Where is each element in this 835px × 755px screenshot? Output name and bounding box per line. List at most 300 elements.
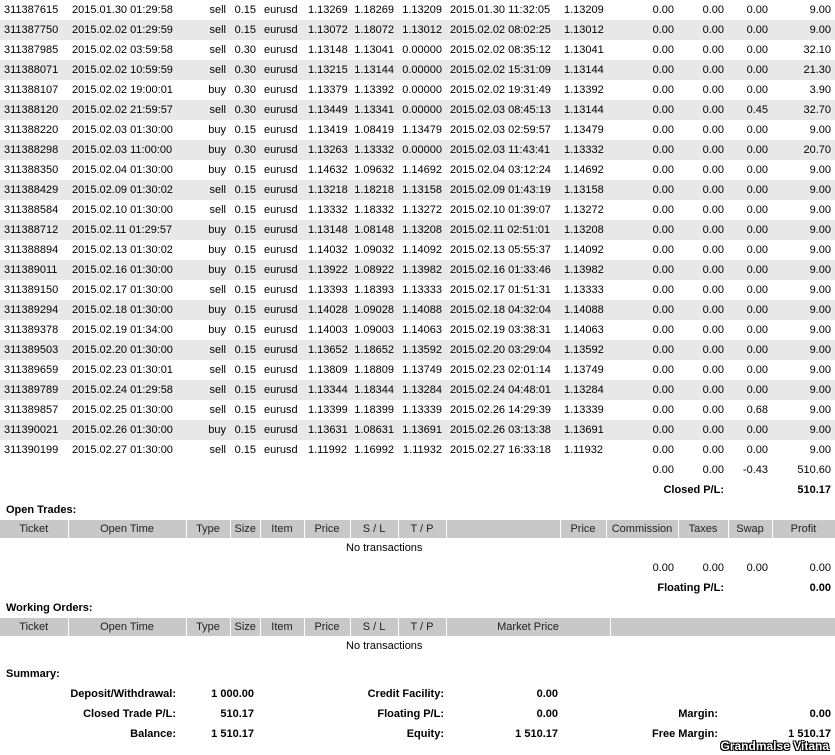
table-row xyxy=(0,220,835,240)
cell-type: sell xyxy=(186,60,230,80)
floating-pl-label: Floating P/L: xyxy=(657,582,724,594)
cell-item: eurusd xyxy=(260,380,304,400)
open-total-profit: 0.00 xyxy=(809,562,831,574)
cell-commission: 0.00 xyxy=(606,140,678,160)
cell-swap: 0.00 xyxy=(746,124,768,136)
cell-commission: 0.00 xyxy=(606,20,678,40)
table-row xyxy=(0,200,835,220)
cell-close-price: 1.13333 xyxy=(564,284,604,296)
cell-open-time: 2015.02.03 01:30:00 xyxy=(72,124,173,136)
cell-ticket: 311388712 xyxy=(0,220,68,240)
cell-ticket: 311388429 xyxy=(0,180,68,200)
cell-tp: 0.00000 xyxy=(402,84,442,96)
cell-open-time: 2015.02.24 01:29:58 xyxy=(68,380,186,400)
cell-taxes: 0.00 xyxy=(678,300,728,320)
cell-open-time: 2015.02.02 01:29:59 xyxy=(68,20,186,40)
cell-item: eurusd xyxy=(260,300,304,320)
cell-commission: 0.00 xyxy=(606,180,678,200)
cell-swap: 0.00 xyxy=(728,380,772,400)
cell-close-time: 2015.02.10 01:39:07 xyxy=(450,204,551,216)
cell-type: buy xyxy=(208,84,226,96)
floating-pl-value: 0.00 xyxy=(809,582,831,594)
cell-open-price: 1.13393 xyxy=(308,284,348,296)
cell-close-price: 1.13144 xyxy=(560,100,606,120)
cell-close-price: 1.13209 xyxy=(564,4,604,16)
cell-open-price: 1.13449 xyxy=(304,100,350,120)
cell-profit: 21.30 xyxy=(772,60,835,80)
working-orders-table xyxy=(0,618,835,656)
cell-open-price: 1.13631 xyxy=(304,420,350,440)
wo-col-sl: S / L xyxy=(350,618,398,636)
summary-title: Summary: xyxy=(6,668,60,680)
cell-tp: 1.14063 xyxy=(402,324,442,336)
cell-commission: 0.00 xyxy=(606,420,678,440)
cell-open-price: 1.14003 xyxy=(308,324,348,336)
cell-sl: 1.09032 xyxy=(354,244,394,256)
cell-commission: 0.00 xyxy=(606,100,678,120)
col-price-2: Price xyxy=(560,520,606,538)
cell-sl: 1.13144 xyxy=(350,60,398,80)
table-row xyxy=(0,240,835,260)
floating-pl-row xyxy=(0,578,835,598)
working-orders-empty-row xyxy=(0,636,835,656)
cell-taxes: 0.00 xyxy=(678,420,728,440)
summary-floating-label: Floating P/L: xyxy=(377,708,444,720)
cell-open-price: 1.11992 xyxy=(308,444,347,456)
cell-close-price: 1.13272 xyxy=(564,204,604,216)
cell-commission: 0.00 xyxy=(652,444,674,456)
cell-open-time: 2015.01.30 01:29:58 xyxy=(72,4,173,16)
wo-col-type: Type xyxy=(186,618,230,636)
cell-taxes: 0.00 xyxy=(702,404,724,416)
table-row xyxy=(0,380,835,400)
cell-commission: 0.00 xyxy=(652,364,674,376)
cell-item: eurusd xyxy=(260,100,304,120)
cell-close-time: 2015.02.18 04:32:04 xyxy=(446,300,560,320)
cell-tp: 1.13208 xyxy=(398,220,446,240)
cell-type: sell xyxy=(209,44,226,56)
cell-type: buy xyxy=(186,140,230,160)
deposit-label: Deposit/Withdrawal: xyxy=(70,688,176,700)
cell-swap: 0.00 xyxy=(728,140,772,160)
cell-tp: 1.13339 xyxy=(402,404,442,416)
cell-profit: 9.00 xyxy=(772,380,835,400)
cell-ticket: 311390199 xyxy=(4,444,59,456)
cell-profit: 9.00 xyxy=(772,420,835,440)
cell-close-time: 2015.02.09 01:43:19 xyxy=(446,180,560,200)
cell-size: 0.15 xyxy=(230,20,260,40)
wo-col-market-price: Market Price xyxy=(446,618,610,636)
cell-tp: 1.13982 xyxy=(398,260,446,280)
cell-ticket: 311389659 xyxy=(4,364,59,376)
cell-swap: 0.00 xyxy=(746,4,768,16)
cell-profit: 9.00 xyxy=(809,164,831,176)
cell-open-time: 2015.02.23 01:30:01 xyxy=(72,364,173,376)
cell-open-time: 2015.02.27 01:30:00 xyxy=(72,444,173,456)
cell-item: eurusd xyxy=(264,404,298,416)
table-row xyxy=(0,100,835,120)
cell-profit: 9.00 xyxy=(772,180,835,200)
cell-close-time: 2015.02.20 03:29:04 xyxy=(446,340,560,360)
cell-ticket: 311389011 xyxy=(0,260,68,280)
cell-open-time: 2015.02.09 01:30:02 xyxy=(68,180,186,200)
cell-commission: 0.00 xyxy=(652,404,674,416)
cell-sl: 1.08148 xyxy=(350,220,398,240)
cell-close-price: 1.13041 xyxy=(564,44,604,56)
cell-taxes: 0.00 xyxy=(678,260,728,280)
cell-ticket: 311387750 xyxy=(0,20,68,40)
cell-ticket: 311388107 xyxy=(4,84,59,96)
table-row xyxy=(0,360,835,380)
cell-taxes: 0.00 xyxy=(702,244,724,256)
cell-commission: 0.00 xyxy=(606,340,678,360)
working-orders-header xyxy=(0,618,835,636)
cell-size: 0.30 xyxy=(230,140,260,160)
cell-taxes: 0.00 xyxy=(702,84,724,96)
closed-trade-pl-label: Closed Trade P/L: xyxy=(83,708,176,720)
cell-tp: 1.13209 xyxy=(402,4,442,16)
cell-size: 0.15 xyxy=(234,164,256,176)
cell-open-price: 1.14032 xyxy=(308,244,348,256)
cell-type: sell xyxy=(209,364,226,376)
cell-close-time: 2015.02.26 03:13:38 xyxy=(446,420,560,440)
cell-item: eurusd xyxy=(264,84,298,96)
cell-commission: 0.00 xyxy=(652,44,674,56)
cell-commission: 0.00 xyxy=(652,84,674,96)
cell-tp: 1.14088 xyxy=(398,300,446,320)
open-trades-title: Open Trades: xyxy=(6,504,77,516)
working-orders-empty: No transactions xyxy=(346,640,423,652)
cell-close-price: 1.13392 xyxy=(564,84,604,96)
wo-col-blank xyxy=(610,618,835,636)
cell-commission: 0.00 xyxy=(606,220,678,240)
cell-close-time: 2015.02.03 08:45:13 xyxy=(446,100,560,120)
cell-close-price: 1.13012 xyxy=(560,20,606,40)
cell-item: eurusd xyxy=(264,204,298,216)
balance-value: 1 510.17 xyxy=(211,728,254,740)
cell-item: eurusd xyxy=(260,60,304,80)
wo-col-item: Item xyxy=(260,618,304,636)
cell-tp: 1.13012 xyxy=(398,20,446,40)
cell-profit: 9.00 xyxy=(809,404,831,416)
cell-profit: 9.00 xyxy=(809,244,831,256)
cell-taxes: 0.00 xyxy=(678,20,728,40)
col-blank xyxy=(446,520,560,538)
cell-close-price: 1.13982 xyxy=(560,260,606,280)
cell-sl: 1.13041 xyxy=(354,44,394,56)
cell-commission: 0.00 xyxy=(652,124,674,136)
wo-col-open-time: Open Time xyxy=(68,618,186,636)
cell-commission: 0.00 xyxy=(606,380,678,400)
cell-open-price: 1.13419 xyxy=(308,124,348,136)
cell-open-time: 2015.02.19 01:34:00 xyxy=(72,324,173,336)
cell-open-price: 1.13652 xyxy=(304,340,350,360)
closed-trade-pl-value: 510.17 xyxy=(220,708,254,720)
cell-open-time: 2015.02.02 19:00:01 xyxy=(72,84,173,96)
cell-ticket: 311389294 xyxy=(0,300,68,320)
cell-swap: 0.00 xyxy=(746,444,768,456)
cell-profit: 9.00 xyxy=(809,444,831,456)
cell-close-price: 1.13144 xyxy=(560,60,606,80)
margin-value: 0.00 xyxy=(809,708,831,720)
cell-open-time: 2015.02.02 10:59:59 xyxy=(68,60,186,80)
cell-sl: 1.18652 xyxy=(350,340,398,360)
cell-open-price: 1.13332 xyxy=(308,204,348,216)
cell-type: sell xyxy=(186,100,230,120)
cell-close-time: 2015.02.02 15:31:09 xyxy=(446,60,560,80)
cell-profit: 9.00 xyxy=(809,284,831,296)
cell-taxes: 0.00 xyxy=(702,44,724,56)
cell-item: eurusd xyxy=(264,244,298,256)
cell-close-time: 2015.02.03 02:59:57 xyxy=(450,124,551,136)
col-item: Item xyxy=(260,520,304,538)
cell-ticket: 311388298 xyxy=(0,140,68,160)
cell-swap: 0.00 xyxy=(746,204,768,216)
cell-open-price: 1.13148 xyxy=(308,44,348,56)
cell-open-time: 2015.02.26 01:30:00 xyxy=(68,420,186,440)
cell-profit: 20.70 xyxy=(772,140,835,160)
cell-sl: 1.18393 xyxy=(354,284,394,296)
cell-close-price: 1.14692 xyxy=(564,164,604,176)
cell-sl: 1.18809 xyxy=(354,364,394,376)
cell-item: eurusd xyxy=(260,220,304,240)
table-row xyxy=(0,420,835,440)
cell-sl: 1.09003 xyxy=(354,324,394,336)
cell-ticket: 311387985 xyxy=(4,44,59,56)
cell-type: sell xyxy=(186,380,230,400)
cell-open-time: 2015.02.11 01:29:57 xyxy=(68,220,186,240)
cell-sl: 1.08631 xyxy=(350,420,398,440)
cell-open-price: 1.13218 xyxy=(304,180,350,200)
cell-close-time: 2015.02.11 02:51:01 xyxy=(446,220,560,240)
cell-type: buy xyxy=(208,124,226,136)
cell-size: 0.15 xyxy=(234,324,256,336)
col-open-time: Open Time xyxy=(68,520,186,538)
cell-size: 0.30 xyxy=(234,44,256,56)
cell-close-time: 2015.02.02 08:35:12 xyxy=(450,44,551,56)
cell-close-price: 1.13691 xyxy=(560,420,606,440)
cell-type: sell xyxy=(186,340,230,360)
col-commission: Commission xyxy=(606,520,678,538)
cell-close-price: 1.14063 xyxy=(564,324,604,336)
cell-close-price: 1.13284 xyxy=(560,380,606,400)
deposit-value: 1 000.00 xyxy=(211,688,254,700)
cell-sl: 1.18332 xyxy=(354,204,394,216)
cell-item: eurusd xyxy=(260,340,304,360)
cell-type: buy xyxy=(186,300,230,320)
cell-open-time: 2015.02.25 01:30:00 xyxy=(72,404,173,416)
summary-row-2 xyxy=(0,704,835,724)
cell-close-price: 1.13332 xyxy=(560,140,606,160)
cell-sl: 1.18218 xyxy=(350,180,398,200)
cell-tp: 1.11932 xyxy=(403,444,442,456)
col-profit: Profit xyxy=(772,520,835,538)
cell-close-time: 2015.02.26 14:29:39 xyxy=(450,404,551,416)
open-total-swap: 0.00 xyxy=(746,562,768,574)
cell-profit: 32.10 xyxy=(803,44,831,56)
cell-swap: 0.00 xyxy=(728,300,772,320)
cell-taxes: 0.00 xyxy=(678,380,728,400)
cell-profit: 9.00 xyxy=(809,364,831,376)
cell-open-time: 2015.02.17 01:30:00 xyxy=(72,284,173,296)
cell-commission: 0.00 xyxy=(606,260,678,280)
cell-sl: 1.08922 xyxy=(350,260,398,280)
cell-swap: 0.00 xyxy=(746,284,768,296)
cell-open-price: 1.13263 xyxy=(304,140,350,160)
cell-item: eurusd xyxy=(264,4,298,16)
table-row xyxy=(0,80,835,100)
cell-tp: 0.00000 xyxy=(398,140,446,160)
table-row xyxy=(0,180,835,200)
total-profit: 510.60 xyxy=(797,464,831,476)
cell-swap: 0.00 xyxy=(728,260,772,280)
cell-open-time: 2015.02.02 03:59:58 xyxy=(72,44,173,56)
table-row xyxy=(0,40,835,60)
cell-close-time: 2015.02.24 04:48:01 xyxy=(446,380,560,400)
cell-size: 0.15 xyxy=(230,340,260,360)
cell-size: 0.15 xyxy=(230,180,260,200)
cell-tp: 1.13479 xyxy=(402,124,442,136)
cell-sl: 1.16992 xyxy=(354,444,394,456)
cell-swap: 0.00 xyxy=(728,340,772,360)
cell-open-price: 1.13148 xyxy=(304,220,350,240)
cell-sl: 1.13392 xyxy=(354,84,394,96)
cell-size: 0.15 xyxy=(234,364,256,376)
cell-tp: 1.13333 xyxy=(402,284,442,296)
cell-open-price: 1.13072 xyxy=(304,20,350,40)
cell-commission: 0.00 xyxy=(652,164,674,176)
cell-close-time: 2015.02.13 05:55:37 xyxy=(450,244,551,256)
cell-tp: 0.00000 xyxy=(398,60,446,80)
cell-swap: 0.00 xyxy=(746,164,768,176)
cell-commission: 0.00 xyxy=(652,4,674,16)
cell-commission: 0.00 xyxy=(652,284,674,296)
cell-open-price: 1.13809 xyxy=(308,364,348,376)
cell-ticket: 311388584 xyxy=(4,204,59,216)
cell-tp: 1.13592 xyxy=(398,340,446,360)
margin-label: Margin: xyxy=(678,708,718,720)
cell-item: eurusd xyxy=(264,364,298,376)
cell-type: buy xyxy=(208,324,226,336)
cell-close-price: 1.11932 xyxy=(564,444,603,456)
cell-close-time: 2015.01.30 11:32:05 xyxy=(450,4,551,16)
cell-close-time: 2015.02.16 01:33:46 xyxy=(446,260,560,280)
table-row xyxy=(0,300,835,320)
cell-open-time: 2015.02.04 01:30:00 xyxy=(72,164,173,176)
cell-type: buy xyxy=(186,420,230,440)
table-row xyxy=(0,0,835,20)
cell-ticket: 311389789 xyxy=(0,380,68,400)
equity-label: Equity: xyxy=(406,728,444,740)
table-row xyxy=(0,160,835,180)
cell-tp: 0.00000 xyxy=(402,44,442,56)
free-margin-label: Free Margin: xyxy=(651,728,718,740)
summary-floating-value: 0.00 xyxy=(536,708,558,720)
cell-close-price: 1.14092 xyxy=(564,244,604,256)
cell-type: sell xyxy=(209,204,226,216)
wo-col-ticket: Ticket xyxy=(0,618,68,636)
balance-label: Balance: xyxy=(130,728,176,740)
cell-ticket: 311387615 xyxy=(4,4,59,16)
cell-type: buy xyxy=(186,260,230,280)
col-taxes: Taxes xyxy=(678,520,728,538)
cell-taxes: 0.00 xyxy=(678,140,728,160)
cell-tp: 1.13691 xyxy=(398,420,446,440)
cell-profit: 9.00 xyxy=(809,324,831,336)
cell-size: 0.15 xyxy=(230,300,260,320)
table-row xyxy=(0,280,835,300)
cell-type: buy xyxy=(186,220,230,240)
table-row xyxy=(0,140,835,160)
summary-table xyxy=(0,684,835,744)
cell-size: 0.15 xyxy=(230,260,260,280)
equity-value: 1 510.17 xyxy=(515,728,558,740)
cell-swap: 0.45 xyxy=(728,100,772,120)
working-orders-title: Working Orders: xyxy=(6,602,93,614)
cell-open-time: 2015.02.10 01:30:00 xyxy=(72,204,173,216)
cell-tp: 1.13749 xyxy=(402,364,442,376)
cell-size: 0.15 xyxy=(234,4,256,16)
cell-profit: 9.00 xyxy=(772,260,835,280)
cell-item: eurusd xyxy=(260,20,304,40)
cell-taxes: 0.00 xyxy=(702,324,724,336)
cell-open-price: 1.13344 xyxy=(304,380,350,400)
cell-type: sell xyxy=(209,4,226,16)
cell-close-time: 2015.02.19 03:38:31 xyxy=(450,324,551,336)
cell-taxes: 0.00 xyxy=(678,340,728,360)
cell-close-time: 2015.02.23 02:01:14 xyxy=(450,364,551,376)
col-price: Price xyxy=(304,520,350,538)
cell-item: eurusd xyxy=(260,140,304,160)
cell-taxes: 0.00 xyxy=(702,124,724,136)
cell-swap: 0.68 xyxy=(746,404,768,416)
cell-size: 0.15 xyxy=(234,204,256,216)
cell-open-price: 1.14028 xyxy=(304,300,350,320)
open-trades-header xyxy=(0,520,835,538)
cell-taxes: 0.00 xyxy=(702,364,724,376)
cell-tp: 1.14092 xyxy=(402,244,442,256)
cell-size: 0.15 xyxy=(234,124,256,136)
cell-size: 0.15 xyxy=(230,220,260,240)
cell-tp: 1.13158 xyxy=(398,180,446,200)
cell-size: 0.15 xyxy=(234,404,256,416)
cell-type: sell xyxy=(186,20,230,40)
cell-sl: 1.18072 xyxy=(350,20,398,40)
cell-open-price: 1.13399 xyxy=(308,404,348,416)
open-totals-row xyxy=(0,558,835,578)
cell-close-time: 2015.02.04 03:12:24 xyxy=(450,164,551,176)
cell-ticket: 311389150 xyxy=(4,284,59,296)
cell-sl: 1.08419 xyxy=(354,124,394,136)
cell-profit: 9.00 xyxy=(809,124,831,136)
cell-sl: 1.09028 xyxy=(350,300,398,320)
open-trades-empty: No transactions xyxy=(346,542,423,554)
table-row xyxy=(0,340,835,360)
cell-taxes: 0.00 xyxy=(678,180,728,200)
closed-pl-label: Closed P/L: xyxy=(663,484,724,496)
table-row xyxy=(0,320,835,340)
cell-swap: 0.00 xyxy=(728,180,772,200)
cell-open-price: 1.13379 xyxy=(308,84,348,96)
cell-profit: 9.00 xyxy=(809,204,831,216)
cell-type: sell xyxy=(186,180,230,200)
cell-swap: 0.00 xyxy=(728,220,772,240)
cell-close-price: 1.13339 xyxy=(564,404,604,416)
cell-taxes: 0.00 xyxy=(702,444,724,456)
cell-open-price: 1.14632 xyxy=(308,164,348,176)
free-margin-value: 1 510.17 xyxy=(788,728,831,740)
cell-close-price: 1.13479 xyxy=(564,124,604,136)
